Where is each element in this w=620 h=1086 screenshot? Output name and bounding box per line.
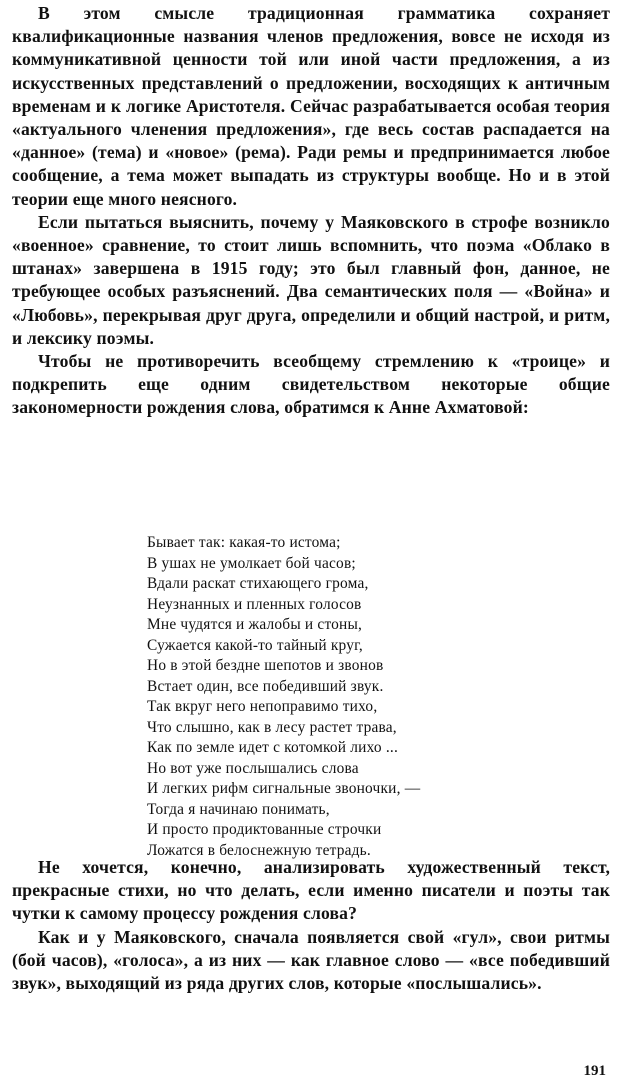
poem-line: Сужается какой-то тайный круг, — [147, 636, 363, 654]
poem-line: И легких рифм сигнальные звоночки, — — [147, 780, 421, 797]
poem-line: Неузнанных и пленных голосов — [147, 595, 362, 613]
paragraph: Как и у Маяковского, сначала появляется свой «гул», свои ритмы (бой часов), «голоса», а из них — как главное слово — «все победивший звук», выходящий из ряда других слов, которые «послышались». — [12, 926, 610, 994]
poem-line: Встает один, все победивший звук. — [147, 677, 384, 695]
poem-quotation — [147, 533, 527, 861]
poem-line: Ложатся в белоснежную тетрадь. — [147, 841, 371, 859]
body-text-bottom — [12, 856, 610, 995]
poem-line: Вдали раскат стихающего грома, — [147, 575, 369, 592]
poem-line: И просто продиктованные строчки — [147, 821, 382, 838]
poem-line: Бывает так: какая-то истома; — [147, 534, 341, 551]
paragraph: В этом смысле традиционная грамматика сохраняет квалификационные названия членов предложения, вовсе не исходя из коммуникативной ценности той или иной части предложения, а из искусственных представлений о предложении, восходящих к античным временам и к логике Аристотеля. Сейчас разрабатывается особая теория «актуального членения предложения», где весь состав распадается на «данное» (тема) и «новое» (рема). Ради ремы и предпринимается любое сообщение, а тема может выпадать из структуры вообще. Но и в этой теории еще много неясного. — [12, 3, 610, 209]
poem-line: Мне чудятся и жалобы и стоны, — [147, 616, 363, 633]
page-number: 191 — [583, 1063, 606, 1079]
poem-line: Тогда я начинаю понимать, — [147, 800, 330, 818]
poem-line: В ушах не умолкает бой часов; — [147, 554, 356, 572]
poem-line: Так вкруг него непоправимо тихо, — [147, 698, 378, 715]
body-text-top — [12, 2, 610, 420]
paragraph: Если пытаться выяснить, почему у Маяковского в строфе возникло «военное» сравнение, то стоит лишь вспомнить, что поэма «Облако в штанах» завершена в 1915 году; это был главный фон, данное, не требующее особых разъяснений. Два семантических поля — «Война» и «Любовь», перекрывая друг друга, определили и общий настрой, и ритм, и лексику поэмы. — [12, 211, 610, 348]
poem-line: Но в этой бездне шепотов и звонов — [147, 657, 384, 674]
poem-line: Как по земле идет с котомкой лихо ... — [147, 739, 398, 756]
poem-line: Но вот уже послышались слова — [147, 759, 359, 777]
poem-line: Что слышно, как в лесу растет трава, — [147, 718, 397, 736]
paragraph: Не хочется, конечно, анализировать художественный текст, прекрасные стихи, но что делать, если именно писатели и поэты так чутки к самому процессу рождения слова? — [12, 857, 610, 924]
paragraph: Чтобы не противоречить всеобщему стремлению к «троице» и подкрепить еще одним свидетельством некоторые общие закономерности рождения слова, обратимся к Анне Ахматовой: — [12, 351, 610, 418]
